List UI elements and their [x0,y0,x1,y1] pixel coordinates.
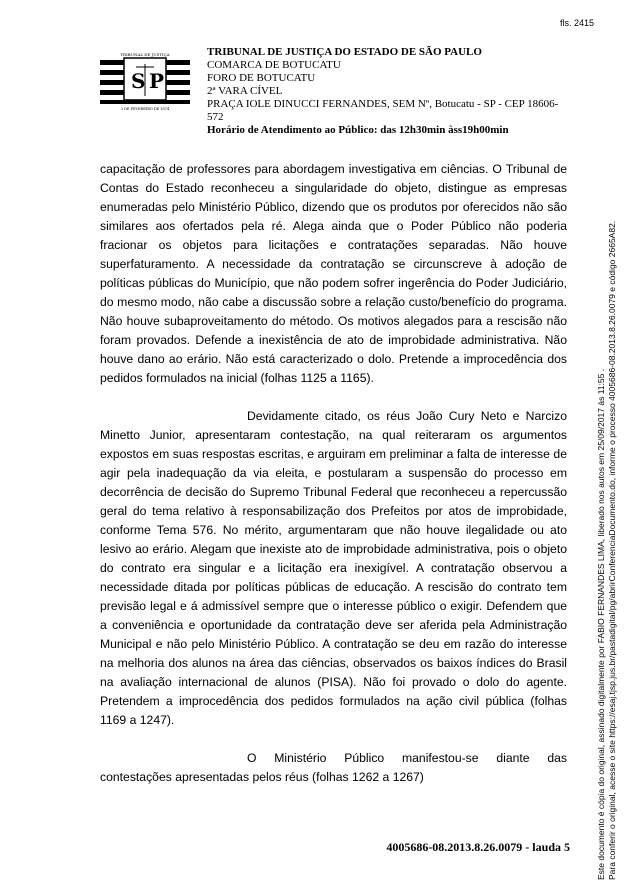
paragraph-3: O Ministério Público manifestou-se diante das contestações apresentadas pelos réus (folhas 1262 a 1267) [100,751,567,784]
svg-text:3 DE FEVEREIRO DE 1874: 3 DE FEVEREIRO DE 1874 [120,107,170,111]
comarca: COMARCA DE BOTUCATU [207,59,341,71]
svg-text:S: S [131,69,146,93]
paragraph-2: Devidamente citado, os réus João Cury Neto e Narcizo Minetto Junior, apresentaram contestação, na qual reiteraram os argumentos expostos em suas respostas escritas, e arguiram em preliminar a falta de interesse de agir pela inadequação da via eleita, e postularam a suspensão do processo em decorrência de decisão do Supremo Tribunal Federal que reconheceu a repercussão geral do tema relativo à responsabilização dos Prefeitos por atos de improbidade, conforme Tema 576. No mérito, argumentaram que não houve ilegalidade ou ato lesivo ao erário. Alegam que inexiste ato de improbidade administrativa, pois o objeto do contrato era singular e a licitação era inexigível. A contratação observou a necessidade ditada por políticas públicas de educação. A rescisão do contrato tem previsão legal e á admissível sempre que o interesse público o exigir. Defendem que a conveniência e oportunidade da contratação deve ser aferida pela Administração Municipal e não pelo Ministério Público. A contratação se deu em razão do interesse na melhoria dos alunos na área das ciências, observados os baixos índices do Brasil na avaliação internacional de alunos (PISA). Não foi provado o dolo do agente. Pretendem a improcedência dos pedidos formulados na ação civil pública (folhas 1169 a 1247). [100,409,567,727]
signature-line-2: Para conferir o original, acesse o site https://esaj.tjsp.jus.br/pastadigital/pg/abrirConferenciaDocumento.do, informe o processo 4005686-08.2013.8.26.0079 e código 2665A82. [607,220,617,880]
digital-signature-note [596,120,630,880]
paragraph-1: capacitação de professores para abordagem investigativa em ciências. O Tribunal de Contas do Estado reconheceu a singularidade do objeto, distingue as empresas enumeradas pelo Ministério Público, dizendo que os produtos por oferecidos não são similares aos ofertados pela ré. Alega ainda que o Poder Público não poderia fracionar os objetos para licitações e contratações separadas. Não houve superfaturamento. A necessidade da contratação se circunscreve à adoção de políticas públicas do Município, que não podem sofrer ingerência do Poder Judiciário, do mesmo modo, não cabe a discussão sobre a relação custo/benefício do programa. Não houve subaproveitamento do método. Os motivos alegados para a rescisão não foram provados. Defende a inexistência de ato de improbidade administrativa. Não houve dano ao erário. Não está caracterizado o dolo. Pretende a improcedência dos pedidos formulados na inicial (folhas 1125 a 1165). [100,162,567,385]
public-hours: Horário de Atendimento ao Público: das 12h30min àss19h00min [207,124,509,136]
vara: 2ª VARA CÍVEL [207,85,283,97]
process-footer: 4005686-08.2013.8.26.0079 - lauda 5 [386,840,570,854]
document-header [100,46,560,146]
foro: FORO DE BOTUCATU [207,72,316,84]
document-body [100,160,567,787]
svg-text:TRIBUNAL DE JUSTIÇA: TRIBUNAL DE JUSTIÇA [120,52,170,57]
address: PRAÇA IOLE DINUCCI FERNANDES, SEM Nº, Botucatu - SP - CEP 18606-572 [207,98,559,123]
court-info [207,46,567,137]
svg-text:P: P [149,69,165,93]
court-name: TRIBUNAL DE JUSTIÇA DO ESTADO DE SÃO PAULO [207,46,482,58]
signature-line-1: Este documento é cópia do original, assinado digitalmente por FABIO FERNANDES LIMA, liberado nos autos em 25/09/2017 às 11:55 . [596,368,606,880]
court-seal-logo [100,52,190,112]
page-number: fls. 2415 [560,18,595,28]
